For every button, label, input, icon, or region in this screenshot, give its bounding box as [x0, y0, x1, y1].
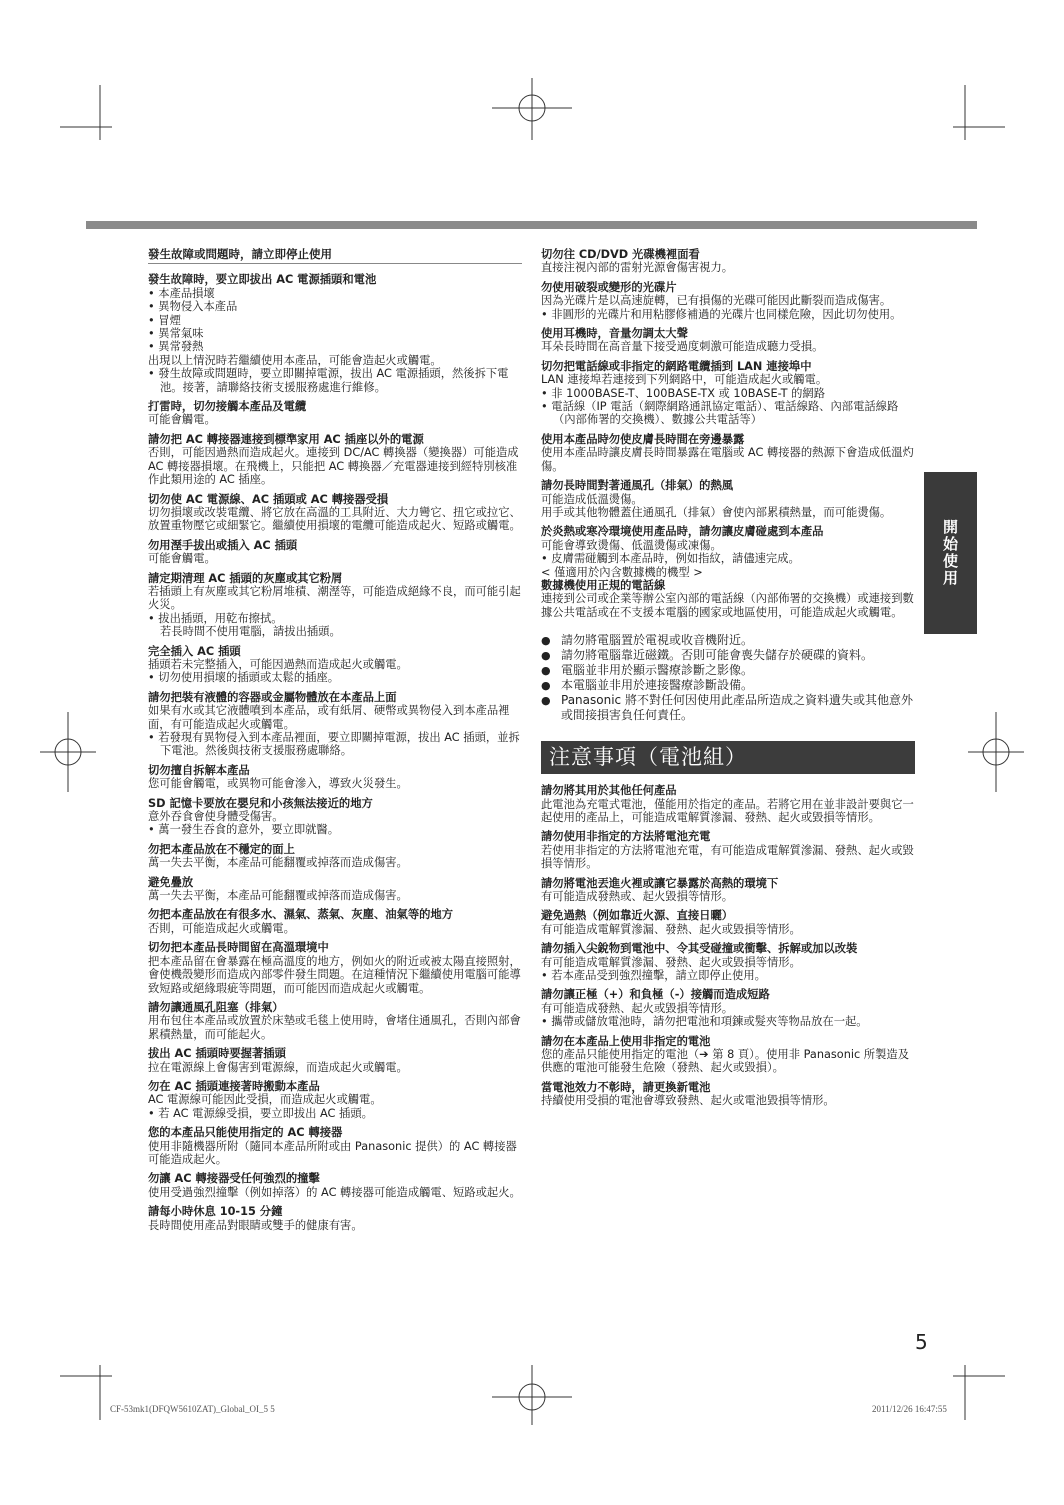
- section-heading: 請勿讓正極（+）和負極（-）接觸而造成短路: [541, 988, 770, 1002]
- section-heading: 打雷時，切勿接觸本產品及電纜: [148, 400, 307, 414]
- section-heading: 勿讓 AC 轉接器受任何強烈的撞擊: [148, 1172, 320, 1186]
- section-heading: 使用本產品時勿使皮膚長時間在旁邊暴露: [541, 432, 745, 446]
- section-heading: 請勿在本產品上使用非指定的電池: [541, 1034, 711, 1048]
- paragraph: 可能會觸電。: [148, 552, 216, 566]
- chapter-tab: 開始使用: [924, 472, 977, 634]
- section-title: 發生故障或問題時，請立即停止使用: [148, 248, 522, 264]
- header-rule: [86, 221, 977, 229]
- paragraph: 可能會導致燙傷、低溫燙傷或凍傷。: [541, 538, 722, 552]
- section-heading: SD 記憶卡要放在嬰兒和小孩無法接近的地方: [148, 796, 373, 810]
- paragraph: 拉在電源線上會傷害到電源線，而造成起火或觸電。: [148, 1060, 408, 1074]
- bullet-item: • 異物侵入本產品: [148, 300, 522, 313]
- section-heading: 完全插入 AC 插頭: [148, 644, 241, 658]
- paragraph: 插頭若未完整插入，可能因過熱而造成起火或觸電。: [148, 657, 408, 671]
- section-heading: 切勿使 AC 電源線、AC 插頭或 AC 轉接器受損: [148, 492, 389, 506]
- section-heading: 請勿把 AC 轉接器連接到標準家用 AC 插座以外的電源: [148, 432, 424, 446]
- section-heading: 避免過熱（例如靠近火源、直接日曬）: [541, 909, 734, 923]
- bullet-item: • 異常氣味: [148, 327, 522, 340]
- paragraph: 有可能造成電解質滲漏、發熱、起火或毀損等情形。: [541, 955, 801, 969]
- bullet-item: • 皮膚需碰觸到本產品時，例如指紋，請儘速完成。: [541, 552, 915, 565]
- section-heading: 切勿擅自拆解本產品: [148, 763, 250, 777]
- bullet-item: • 異常發熱: [148, 340, 522, 353]
- section-heading: 勿使用破裂或變形的光碟片: [541, 280, 677, 294]
- section-heading: 請勿將電池丟進火裡或讓它暴露於高熱的環境下: [541, 876, 779, 890]
- paragraph: 意外吞食會使身體受傷害。: [148, 810, 284, 824]
- section-heading: 於炎熱或寒冷環境使用產品時，請勿讓皮膚碰處到本產品: [541, 525, 824, 539]
- right-content: [541, 248, 915, 1108]
- paragraph: 可能造成低溫燙傷。: [541, 492, 643, 506]
- paragraph: 長時間使用產品對眼睛或雙手的健康有害。: [148, 1218, 363, 1232]
- right-column: [541, 248, 915, 1108]
- bullet-item: • 萬一發生吞食的意外，要立即就醫。: [148, 823, 522, 836]
- paragraph: 此電池為充電式電池，僅能用於指定的產品。若將它用在並非設計要與它一起使用的產品上，可能造成電解質滲漏、發熱、起火或毀損等情形。: [541, 797, 914, 824]
- bullet-item: • 冒煙: [148, 314, 522, 327]
- section-heading: 請勿把裝有液體的容器或金屬物體放在本產品上面: [148, 690, 397, 704]
- section-heading: 請定期清理 AC 插頭的灰塵或其它粉屑: [148, 571, 343, 585]
- paragraph: 否則，可能造成起火或觸電。: [148, 921, 295, 935]
- left-content: [148, 273, 522, 1232]
- paragraph: 若插頭上有灰塵或其它粉屑堆積、潮溼等，可能造成絕緣不良，而可能引起火災。: [148, 584, 521, 612]
- notice-item: ● Panasonic 將不對任何因使用此產品所造成之資料遺失或其他意外或間接損害負任何責任。: [541, 693, 915, 723]
- section-heading: 使用耳機時，音量勿調太大聲: [541, 327, 688, 341]
- paragraph: 出現以上情況時若繼續使用本產品，可能會造起火或觸電。: [148, 353, 442, 367]
- bullet-item: • 拔出插頭，用乾布擦拭。: [148, 612, 522, 625]
- left-column: [148, 248, 522, 1232]
- bullet-item: • 發生故障或問題時，要立即關掉電源，拔出 AC 電源插頭，然後拆下電池。接著，請聯絡技術支援服務處進行維修。: [148, 367, 522, 394]
- section-heading: 切勿把本產品長時間留在高溫環境中: [148, 941, 329, 955]
- section-heading: 當電池效力不彰時，請更換新電池: [541, 1080, 711, 1094]
- section-heading: 切勿往 CD/DVD 光碟機裡面看: [541, 248, 700, 261]
- paragraph: 持續使用受損的電池會導致發熱、起火或電池毀損等情形。: [541, 1094, 835, 1108]
- paragraph: 因為光碟片是以高速旋轉，已有損傷的光碟可能因此斷裂而造成傷害。: [541, 294, 892, 308]
- section-heading: 拔出 AC 插頭時要握著插頭: [148, 1047, 286, 1061]
- paragraph: 使用非隨機器所附（隨同本產品所附或由 Panasonic 提供）的 AC 轉接器可能造成起火。: [148, 1139, 517, 1166]
- bullet-item: • 非 1000BASE-T、100BASE-TX 或 10BASE-T 的網路: [541, 387, 915, 400]
- section-heading: 勿在 AC 插頭連接著時搬動本產品: [148, 1079, 320, 1093]
- bullet-item: • 若本產品受到強烈撞擊，請立即停止使用。: [541, 969, 915, 982]
- paragraph: 使用受過強烈撞擊（例如掉落）的 AC 轉接器可能造成觸電、短路或起火。: [148, 1185, 521, 1199]
- section-heading: 請勿插入尖銳物到電池中、令其受碰撞或衝擊、拆解或加以改裝: [541, 942, 858, 956]
- paragraph: 可能會觸電。: [148, 413, 216, 427]
- section-heading: 勿把本產品放在有很多水、濕氣、蒸氣、灰塵、油氣等的地方: [148, 908, 454, 922]
- battery-section-banner: 注意事項（電池組）: [541, 741, 915, 774]
- section-heading: 發生故障時，要立即拔出 AC 電源插頭和電池: [148, 273, 377, 287]
- paragraph: 萬一失去平衡，本產品可能翻覆或掉落而造成傷害。: [148, 856, 408, 870]
- bullet-item: • 非圓形的光碟片和用粘膠修補過的光碟片也同樣危險，因此切勿使用。: [541, 308, 915, 321]
- section-heading: 請勿讓通風孔阻塞（排氣）: [148, 1000, 284, 1014]
- footer-file-info: CF-53mk1(DFQW5610ZAT)_Global_OI_5 5: [110, 1404, 275, 1414]
- bullet-item: • 切勿使用損壞的插頭或太鬆的插座。: [148, 671, 522, 684]
- section-heading: 請勿使用非指定的方法將電池充電: [541, 830, 711, 844]
- paragraph: 有可能造成發熱或、起火毀損等情形。: [541, 890, 734, 903]
- paragraph: 用布包住本產品或放置於床墊或毛毯上使用時，會堵住通風孔，否則內部會累積熱量，而可能起火。: [148, 1014, 521, 1041]
- bullet-item: • 若 AC 電源線受損，要立即拔出 AC 插頭。: [148, 1107, 522, 1120]
- paragraph: 耳朵長時間在高音量下接受過度刺激可能造成聽力受損。: [541, 340, 824, 354]
- paragraph: 若使用非指定的方法將電池充電，有可能造成電解質滲漏、發熱、起火或毀損等情形。: [541, 843, 914, 871]
- paragraph: 直接注視內部的雷射光源會傷害視力。: [541, 261, 734, 275]
- bullet-item: • 攜帶或儲放電池時，請勿把電池和項鍊或髮夾等物品放在一起。: [541, 1015, 915, 1028]
- section-heading: 避免疊放: [148, 875, 194, 889]
- section-heading: 勿用溼手拔出或插入 AC 插頭: [148, 538, 298, 552]
- paragraph: 您的產品只能使用指定的電池（➔ 第 8 頁）。使用非 Panasonic 所製造及供應的電池可能發生危險（發熱、起火或毀損）。: [541, 1048, 909, 1075]
- paragraph: 切勿損壞或改裝電纜、將它放在高溫的工具附近、大力彎它、扭它或拉它、放置重物壓它或細緊它。繼續使用損壞的電纜可能造成起火、短路或觸電。: [148, 505, 521, 533]
- bullet-item: • 電話線（IP 電話（網際網路通訊協定電話）、電話線路、內部電話線路（內部佈署的交換機）、數據公共電話等）: [541, 400, 915, 427]
- paragraph: AC 電源線可能因此受損，而造成起火或觸電。: [148, 1093, 382, 1107]
- paragraph: 如果有水或其它液體噴到本產品，或有紙屑、硬幣或異物侵入到本產品裡面，有可能造成起火或觸電。: [148, 704, 510, 731]
- indented-text: 若長時間不使用電腦，請拔出插頭。: [160, 625, 341, 639]
- bullet-item: • 本產品損壞: [148, 287, 522, 300]
- bullet-item: • 若發現有異物侵入到本產品裡面，要立即關掉電源，拔出 AC 插頭，並拆下電池。然後與技術支援服務處聯絡。: [148, 731, 522, 758]
- page-number: 5: [915, 1330, 928, 1354]
- section-heading: 您的本產品只能使用指定的 AC 轉接器: [148, 1126, 343, 1140]
- paragraph: 有可能造成電解質滲漏、發熱、起火或毀損等情形。: [541, 922, 801, 936]
- paragraph: 您可能會觸電，或異物可能會滲入，導致火災發生。: [148, 777, 408, 791]
- paragraph: LAN 連接埠若連接到下列網路中，可能造成起火或觸電。: [541, 373, 828, 387]
- paragraph: 否則，可能因過熱而造成起火。連接到 DC/AC 轉換器（變換器）可能造成 AC 轉接器損壞。在飛機上，只能把 AC 轉換器／充電器連接到經特別核准作此類用途的 AC 插座。: [148, 446, 519, 487]
- section-heading: 請勿將其用於其他任何產品: [541, 784, 677, 798]
- paragraph: 把本產品留在會暴露在極高溫度的地方，例如火的附近或被太陽直接照射，會使機殼變形而造成內部零件發生問題。在這種情況下繼續使用電腦可能導致短路或絕緣瑕疵等問題，而可能因而造成起火或觸電。: [148, 954, 521, 995]
- notice-item: ● 電腦並非用於顯示醫療診斷之影像。: [541, 663, 915, 678]
- paragraph: 連接到公司或企業等辦公室內部的電話線（內部佈署的交換機）或連接到數據公共電話或在不支援本電腦的國家或地區使用，可能造成起火或觸電。: [541, 592, 914, 619]
- section-heading: 請每小時休息 10-15 分鐘: [148, 1205, 283, 1219]
- section-heading: 切勿把電話線或非指定的網路電纜插到 LAN 連接埠中: [541, 359, 812, 373]
- footer-timestamp: 2011/12/26 16:47:55: [872, 1404, 947, 1414]
- notice-item: ● 本電腦並非用於連接醫療診斷設備。: [541, 678, 915, 693]
- spacer: [541, 619, 915, 633]
- paragraph: < 僅適用於內含數據機的機型 >: [541, 565, 703, 579]
- paragraph: 用手或其他物體蓋住通風孔（排氣）會使內部累積熱量，而可能燙傷。: [541, 505, 892, 519]
- notice-item: ● 請勿將電腦置於電視或收音機附近。: [541, 633, 915, 648]
- section-heading: 請勿長時間對著通風孔（排氣）的熱風: [541, 479, 734, 493]
- section-heading: 勿把本產品放在不穩定的面上: [148, 842, 295, 856]
- paragraph: 使用本產品時讓皮膚長時間暴露在電腦或 AC 轉接器的熱源下會造成低溫灼傷。: [541, 446, 914, 473]
- section-heading: 數據機使用正規的電話線: [541, 578, 666, 592]
- paragraph: 萬一失去平衡，本產品可能翻覆或掉落而造成傷害。: [148, 889, 408, 903]
- notice-item: ● 請勿將電腦靠近磁鐵。否則可能會喪失儲存於硬碟的資料。: [541, 648, 915, 663]
- paragraph: 有可能造成發熱、起火或毀損等情形。: [541, 1001, 734, 1015]
